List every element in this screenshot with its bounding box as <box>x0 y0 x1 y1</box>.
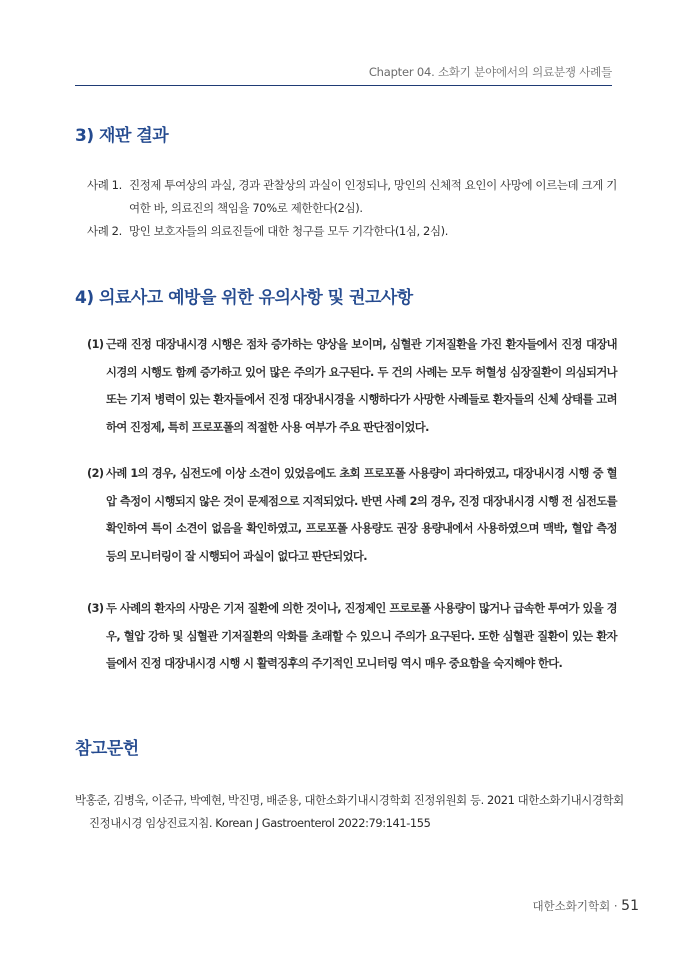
page-footer <box>532 898 639 914</box>
recommendation-text: 두 사례의 환자의 사망은 기저 질환에 의한 것이나, 진정제인 프로로폴 사용량이 많거나 급속한 투여가 있을 경우, 혈압 강하 및 심혈관 기저질환의 악화를 초래할 수 있으니 주의가 요구된다. 또한 심혈관 질환이 있는 환자들에서 진정 대장내시경 시행 시 활력징후의 주기적인 모니터링 역시 매우 중요함을 숙지해야 한다. <box>106 602 617 670</box>
section-heading-references: 참고문헌 <box>75 739 139 759</box>
header-rule <box>75 85 612 86</box>
case-text: 진정제 투여상의 과실, 경과 관찰상의 과실이 인정되나, 망인의 신체적 요인이 사망에 이르는데 크게 기여한 바, 의료진의 책임을 70%로 제한한다(2심). <box>129 178 617 215</box>
recommendation-number: (3) <box>87 602 104 615</box>
section-heading-verdict: 3) 재판 결과 <box>75 126 169 146</box>
case-label: 사례 1. <box>87 178 122 192</box>
recommendation-number: (1) <box>87 338 104 351</box>
footer-society: 대한소화기학회 <box>532 899 611 913</box>
recommendation-text: 사례 1의 경우, 심전도에 이상 소견이 있었음에도 초회 프로포폴 사용량이 과다하였고, 대장내시경 시행 중 혈압 측정이 시행되지 않은 것이 문제점으로 지적되었다. 반면 사례 2의 경우, 진정 대장내시경 시행 전 심전도를 확인하여 특이 소견이 없음을 확인하였고, 프로포폴 사용량도 권장 용량내에서 사용하였으며 맥박, 혈압 측정 등의 모니터링이 잘 시행되어 과실이 없다고 판단되었다. <box>106 467 617 563</box>
recommendation-item-2 <box>87 460 617 570</box>
recommendation-text: 근래 진정 대장내시경 시행은 점차 증가하는 양상을 보이며, 심혈관 기저질환을 가진 환자들에서 진정 대장내시경의 시행도 함께 증가하고 있어 많은 주의가 요구된다. 두 건의 사례는 모두 허혈성 심장질환이 의심되거나 또는 기저 병력이 있는 환자들에서 진정 대장내시경을 시행하다가 사망한 사례들로 환자들의 신체 상태를 고려하여 진정제, 특히 프로포폴의 적절한 사용 여부가 주요 판단점이었다. <box>106 338 617 434</box>
case-text: 망인 보호자들의 의료진들에 대한 청구를 모두 기각한다(1심, 2심). <box>129 224 449 238</box>
page-number: 51 <box>621 898 639 914</box>
verdict-case-2 <box>87 220 627 243</box>
running-header: Chapter 04. 소화기 분야에서의 의료분쟁 사례들 <box>368 65 612 79</box>
recommendation-item-1 <box>87 331 617 441</box>
section-heading-recommendations: 4) 의료사고 예방을 위한 유의사항 및 권고사항 <box>75 288 413 308</box>
case-label: 사례 2. <box>87 224 122 238</box>
verdict-case-1 <box>87 174 627 220</box>
footer-separator: · <box>613 899 618 913</box>
reference-item: 박홍준, 김병욱, 이준규, 박예현, 박진명, 배준용, 대한소화기내시경학회 진정위원회 등. 2021 대한소화기내시경학회 진정내시경 임상진료지침. Korean J Gastroenterol 2022:79:141-155 <box>75 793 624 830</box>
recommendation-item-3 <box>87 595 617 678</box>
verdict-list <box>87 174 627 243</box>
recommendation-number: (2) <box>87 467 104 480</box>
